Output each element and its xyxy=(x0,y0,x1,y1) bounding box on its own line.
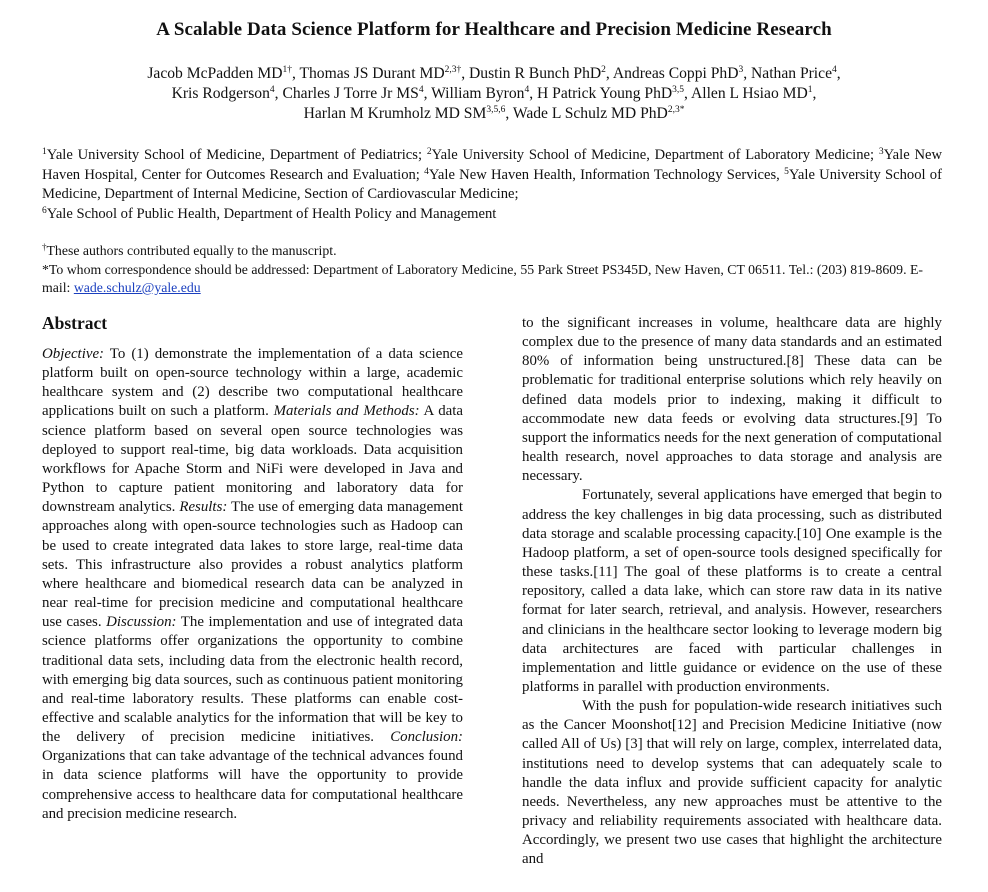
author: Jacob McPadden $MD^{1\dagger}$ xyxy=(147,65,292,82)
author: Harlan M Krumholz MD SM$^{3,5,6}$ xyxy=(303,105,506,122)
author-notes xyxy=(42,242,942,298)
equal-contribution-note: †These authors contributed equally to the manuscript. xyxy=(42,242,337,258)
body-text xyxy=(522,314,942,870)
paper-title: A Scalable Data Science Platform for Healthcare and Precision Medicine Research xyxy=(156,19,832,40)
body-paragraph: Fortunately, several applications have emerged that begin to address the key challenges in big data processing, such as distributed data storage and scalable processing capacity.[10] One example is the Hadoop platform, a set of open-source tools designed specifically for these tasks.[11] The goal of these platforms is to create a central repository, called a data lake, which can store raw data in its native format for later search, retrieval, and analysis. However, researchers and clinicians in the healthcare sector looking to leverage modern big data architectures are faced with particular challenges in implementation and little guidance or evidence on the use of these platforms in parallel with production environments. xyxy=(522,487,942,695)
affiliations: $^1$Yale University School of Medicine, Department of Pediatrics; $^2$Yale University School of Medicine, Department of Laboratory Medicine; $^3$Yale New Haven Hospital, Center for Outcomes Research and Evaluation; $^4$Yale New Haven Health, Information Technology Services, $^5$Yale University School of Medicine, Department of Internal Medicine, Section of Cardiovascular Medicine; $^6$Yale School of Public Health, Department of Health Policy and Management xyxy=(42,147,943,222)
author: H Patrick Young PhD$^{3,5}$ xyxy=(536,85,685,102)
results-label: Results: xyxy=(179,499,228,516)
body-paragraph: to the significant increases in volume, healthcare data are highly complex due to the presence of many data standards and an estimated 80% of information being unstructured.[8] These data can be problematic for traditional enterprise solutions which rely heavily on defined data models prior to indexing, making it difficult to accommodate new data feeds or evolving data structures.[9] To support the informatics needs for the next generation of computational health research, novel approaches to data storage and analysis are necessary. xyxy=(522,315,942,485)
objective-label: Objective: xyxy=(42,346,105,362)
methods-label: Materials and Methods: xyxy=(273,403,420,420)
author: Charles J Torre Jr $MS^4$ xyxy=(282,85,424,102)
author: William Byron$^4$ xyxy=(431,85,530,102)
author: Nathan Price$^4$ xyxy=(751,65,837,82)
author: Allen L Hsiao $MD^1$ xyxy=(690,85,813,102)
author: Dustin R Bunch PhD$^2$ xyxy=(469,65,606,82)
author: Wade L Schulz MD PhD$^{2,3*}$ xyxy=(512,105,685,122)
correspondence-note: *To whom correspondence should be addressed: Department of Laboratory Medicine, 55 Park Street PS345D, New Haven, CT 06511. Tel.: (203) 819-8609. E-mail: wade.schulz@yale.edu xyxy=(42,261,923,295)
email-link[interactable]: wade.schulz@yale.edu xyxy=(73,280,201,295)
body-paragraph: With the push for population-wide research initiatives such as the Cancer Moonshot[12] and Precision Medicine Initiative (now called All of Us) [3] that will rely on large, complex, interrelated data, institutions need to develop systems that can adequately scale to handle the data influx and provide sufficient capacity for analytic needs. Nevertheless, any new approaches must be attentive to the privacy and reliability requirements associated with healthcare data. Accordingly, we present two use cases that highlight the architecture and xyxy=(522,698,942,868)
abstract-heading: Abstract xyxy=(42,313,108,333)
conclusion-label: Conclusion: xyxy=(390,729,463,746)
author: Thomas JS Durant $MD^{2,3\dagger}$ xyxy=(299,65,462,82)
author: Kris Rodgerson$^4$ xyxy=(171,85,275,102)
discussion-label: Discussion: xyxy=(106,614,177,631)
author-list: Jacob McPadden $MD^{1\dagger}$, Thomas JS Durant $MD^{2,3\dagger}$, Dustin R Bunch PhD$^2$, Andreas Coppi PhD$^3$, Nathan Price$^4$, Kris Rodgerson$^4$, Charles J Torre Jr $MS^4$, William Byron$^4$, H Patrick Young PhD$^{3,5}$, Allen L Hsiao $MD^1$, Harlan M Krumholz MD SM$^{3,5,6}$, Wade L Schulz MD PhD$^{2,3*}$ xyxy=(147,65,841,122)
abstract-text: Objective: To (1) demonstrate the implementation of a data science platform built on open-source technology within a large, academic healthcare system and (2) describe two computational healthcare applications built on such a platform. Materials and Methods: A data science platform based on several open source technologies was deployed to support real-time, big data workloads. Data acquisition workflows for Apache Storm and NiFi were developed in Java and Python to capture patient monitoring and laboratory data for downstream analytics. Results: The use of emerging data management approaches along with open-source technologies such as Hadoop can be used to create integrated data lakes to store large, real-time data sets. This infrastructure also provides a robust analytics platform where healthcare and biomedical research data can be analyzed in near real-time for precision medicine and computational healthcare use cases. Discussion: The implementation and use of integrated data science platforms offer organizations the opportunity to combine traditional data sets, including data from the electronic health record, with emerging big data sources, such as continuous patient monitoring and real-time laboratory results. These platforms can enable cost-effective and scalable analytics for the information that will be key to the delivery of precision medicine initiatives. Conclusion: Organizations that can take advantage of the technical advances found in data science platforms will have the opportunity to provide comprehensive access to healthcare data for computational healthcare and precision medicine research. xyxy=(42,346,464,822)
author: Andreas Coppi PhD$^3$ xyxy=(612,65,744,82)
